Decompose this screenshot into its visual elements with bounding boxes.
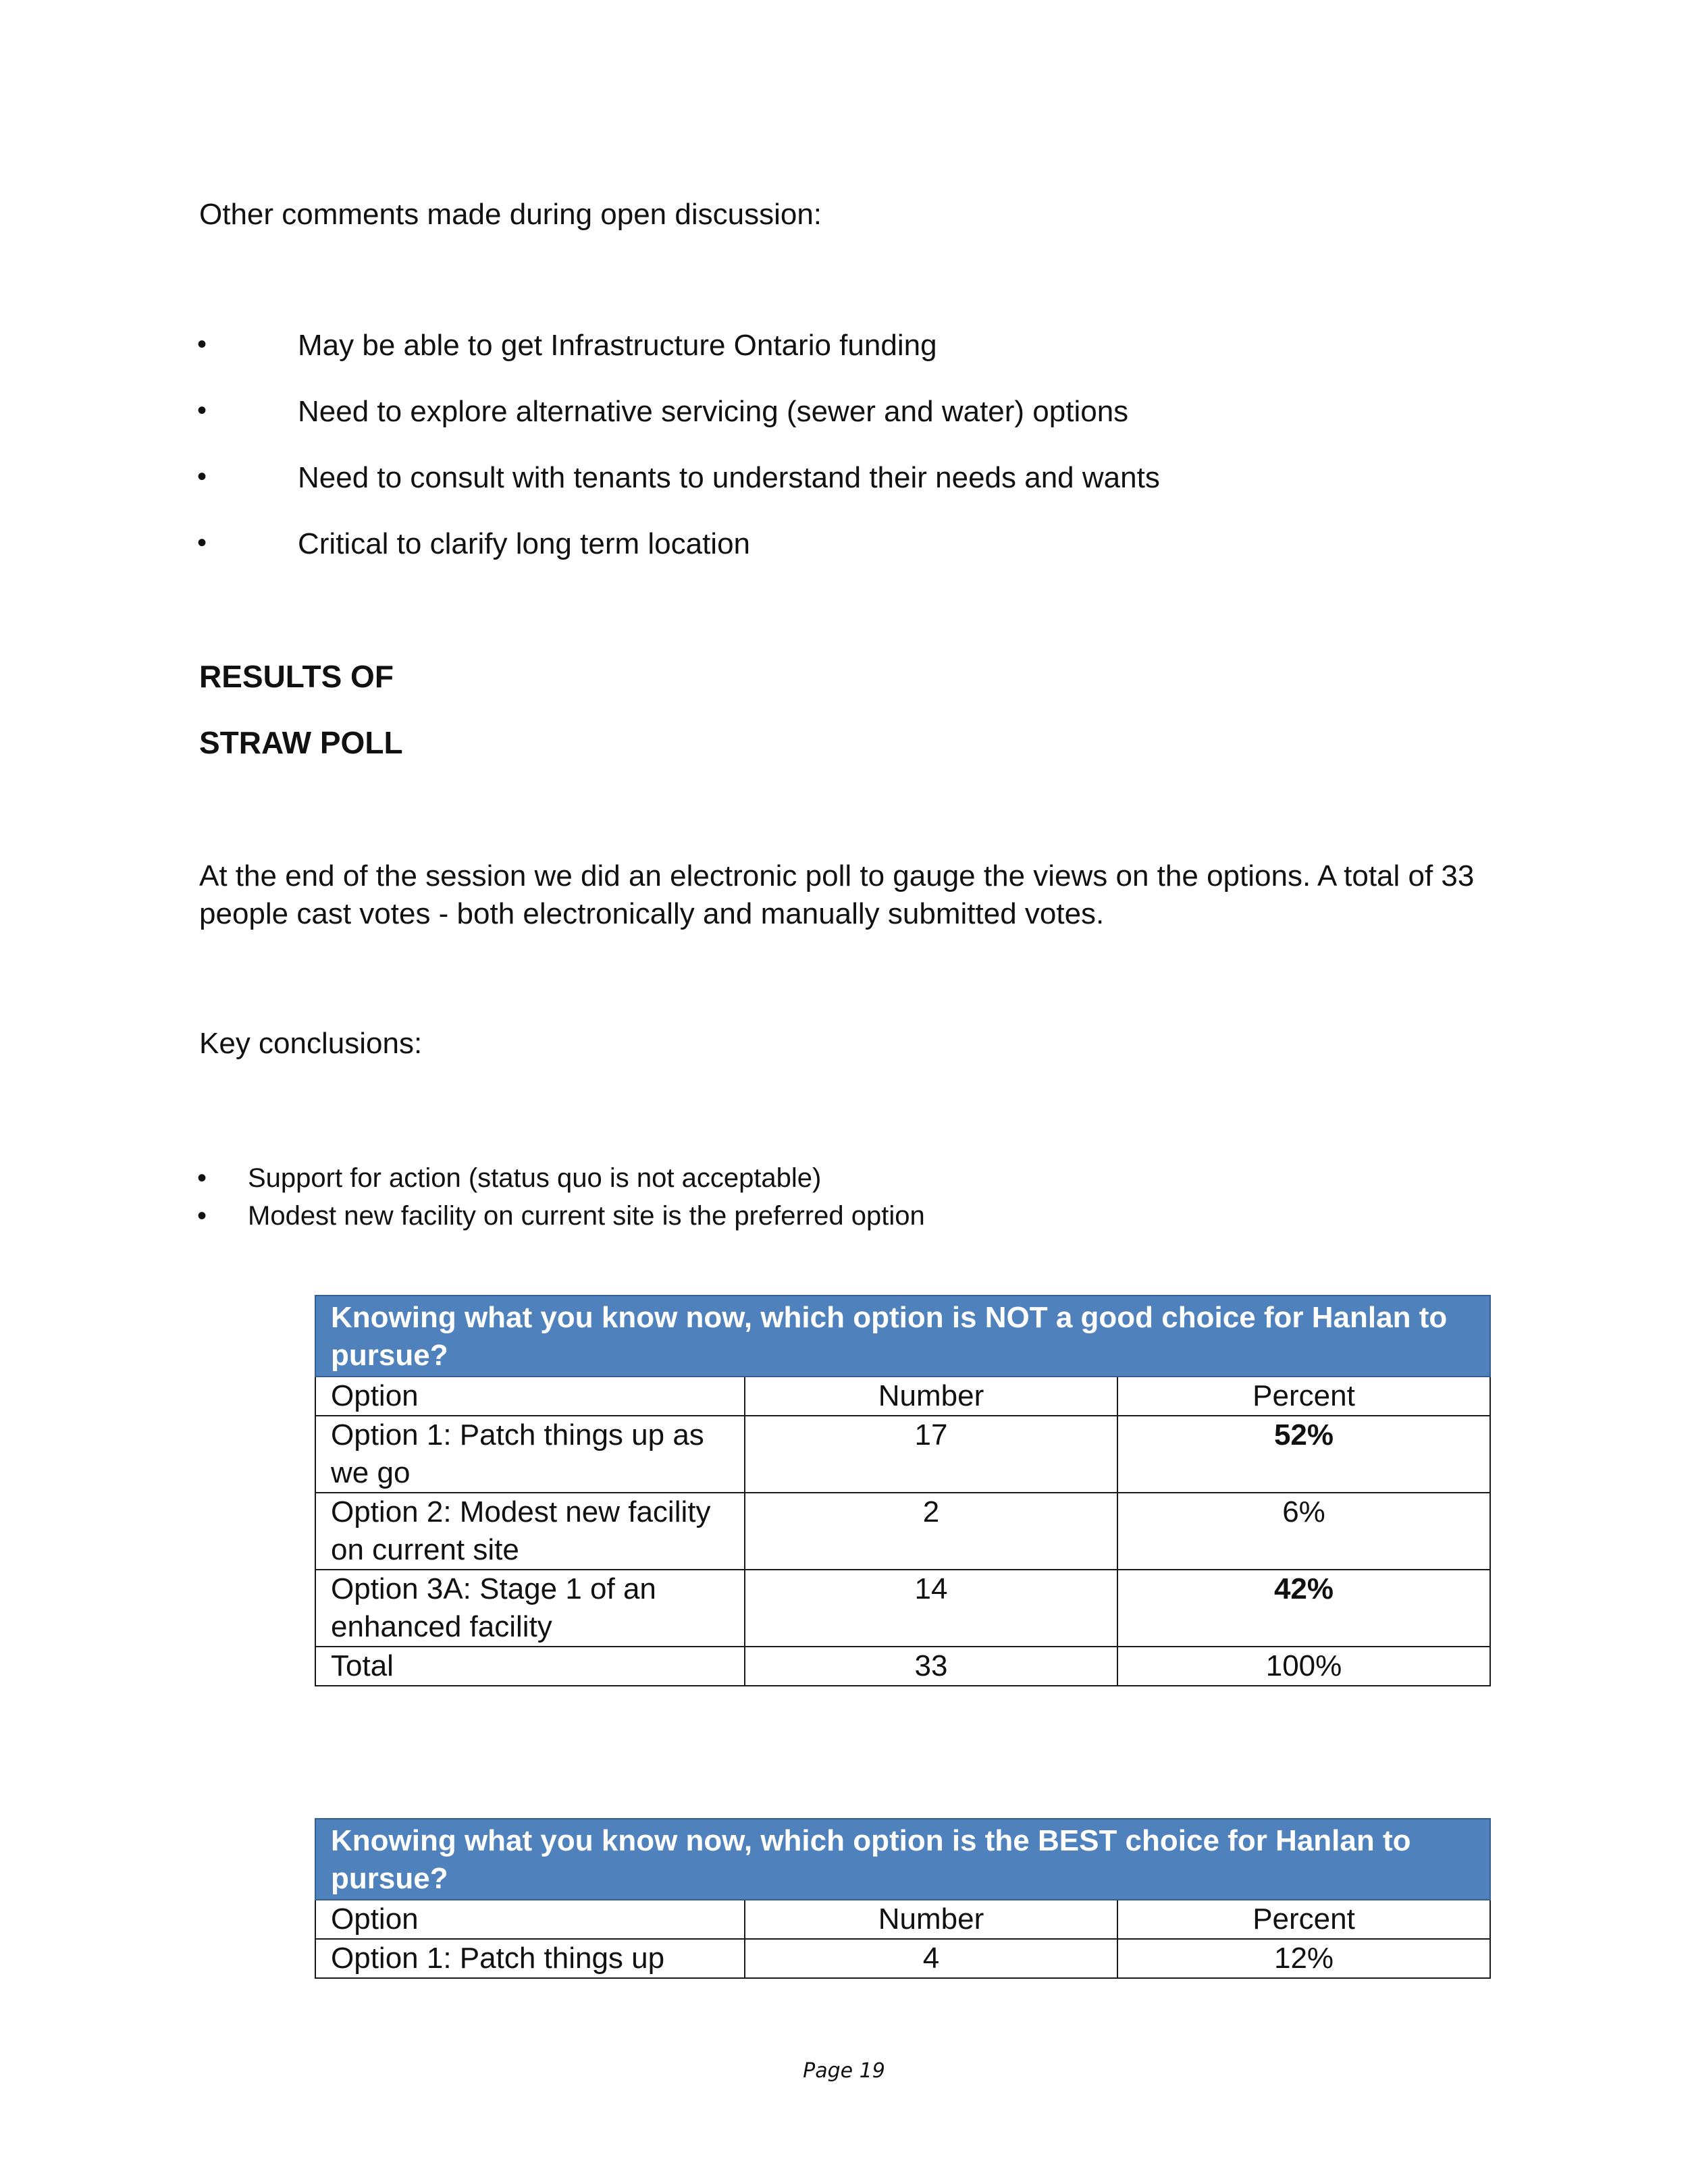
conclusion-item: Modest new facility on current site is the preferred option bbox=[248, 1201, 925, 1231]
section-heading: RESULTS OF bbox=[199, 659, 394, 694]
section-heading: STRAW POLL bbox=[199, 725, 403, 760]
bullet-marker: • bbox=[197, 528, 207, 558]
percent-cell: 6% bbox=[1117, 1493, 1490, 1570]
number-cell: 14 bbox=[745, 1570, 1117, 1647]
table-row bbox=[315, 1570, 1490, 1647]
comment-item: Need to consult with tenants to understand their needs and wants bbox=[298, 461, 1160, 494]
comment-item: Critical to clarify long term location bbox=[298, 527, 751, 560]
table-row bbox=[315, 1939, 1490, 1978]
column-header: Option bbox=[315, 1900, 745, 1939]
number-cell: 4 bbox=[745, 1939, 1117, 1978]
bullet-marker: • bbox=[197, 1201, 207, 1231]
option-cell: Total bbox=[315, 1647, 745, 1686]
table-row bbox=[315, 1416, 1490, 1493]
bullet-marker: • bbox=[197, 396, 207, 425]
option-cell: Option 1: Patch things up as we go bbox=[315, 1416, 745, 1493]
table-header-row bbox=[315, 1900, 1490, 1939]
percent-cell: 42% bbox=[1117, 1570, 1490, 1647]
table-question: Knowing what you know now, which option is NOT a good choice for Hanlan to pursue? bbox=[315, 1296, 1490, 1377]
bullet-marker: • bbox=[197, 329, 207, 359]
poll-description: At the end of the session we did an electronic poll to gauge the views on the options. A total of 33 people cast votes - both electronically and manually submitted votes. bbox=[199, 859, 1475, 930]
column-header: Percent bbox=[1117, 1377, 1490, 1416]
number-cell: 2 bbox=[745, 1493, 1117, 1570]
table-row bbox=[315, 1493, 1490, 1570]
option-cell: Option 1: Patch things up bbox=[315, 1939, 745, 1978]
table-question: Knowing what you know now, which option is the BEST choice for Hanlan to pursue? bbox=[315, 1819, 1490, 1900]
intro-text: Other comments made during open discussion: bbox=[199, 198, 822, 231]
percent-cell: 12% bbox=[1117, 1939, 1490, 1978]
bullet-marker: • bbox=[197, 462, 207, 491]
comment-item: May be able to get Infrastructure Ontario funding bbox=[298, 329, 937, 362]
table-total-row bbox=[315, 1647, 1490, 1686]
percent-cell: 52% bbox=[1117, 1416, 1490, 1493]
column-header: Percent bbox=[1117, 1900, 1490, 1939]
number-cell: 17 bbox=[745, 1416, 1117, 1493]
page-number: Page 19 bbox=[803, 2059, 885, 2083]
poll-table-not-good bbox=[315, 1295, 1491, 1686]
column-header: Option bbox=[315, 1377, 745, 1416]
comment-item: Need to explore alternative servicing (sewer and water) options bbox=[298, 395, 1129, 428]
percent-cell: 100% bbox=[1117, 1647, 1490, 1686]
option-cell: Option 2: Modest new facility on current site bbox=[315, 1493, 745, 1570]
conclusions-label: Key conclusions: bbox=[199, 1027, 423, 1060]
number-cell: 33 bbox=[745, 1647, 1117, 1686]
bullet-marker: • bbox=[197, 1163, 207, 1193]
poll-table-best bbox=[315, 1818, 1491, 1979]
column-header: Number bbox=[745, 1377, 1117, 1416]
table-header-row bbox=[315, 1377, 1490, 1416]
column-header: Number bbox=[745, 1900, 1117, 1939]
option-cell: Option 3A: Stage 1 of an enhanced facility bbox=[315, 1570, 745, 1647]
conclusion-item: Support for action (status quo is not acceptable) bbox=[248, 1163, 822, 1193]
